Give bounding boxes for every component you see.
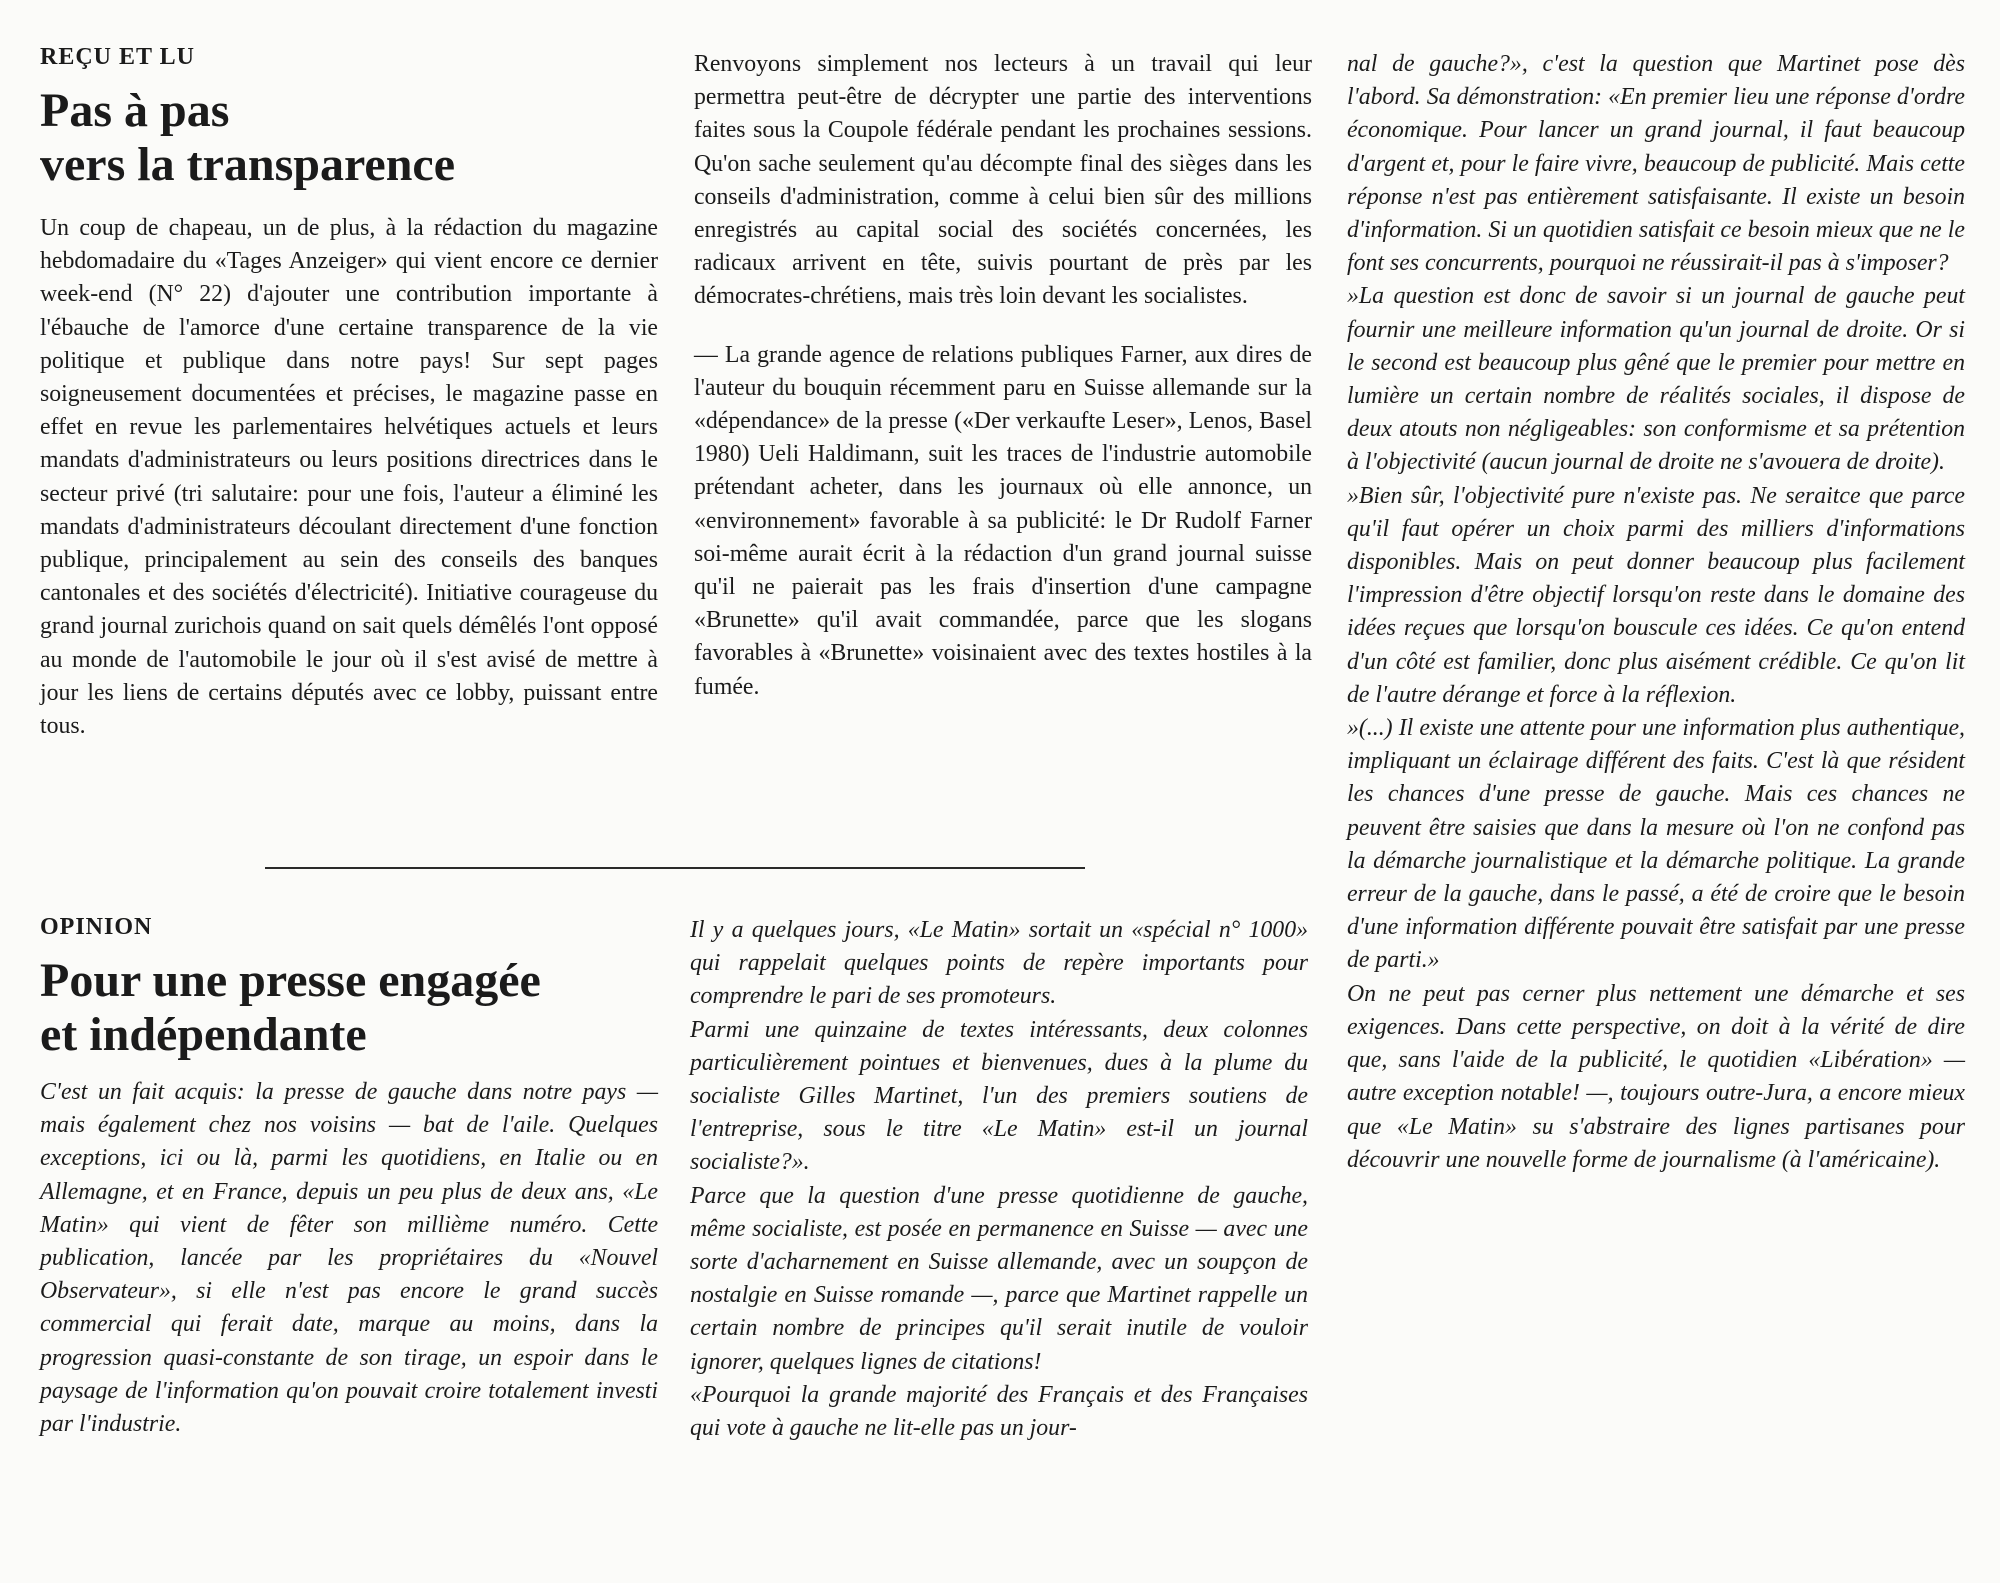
article1-paragraph: — La grande agence de relations publiques Farner, aux dires de l'auteur du bouquin récemment paru en Suisse allemande sur la «dépendance» de la presse («Der verkaufte Leser», Lenos, Basel 1980) Ueli Haldimann, suit les traces de l'industrie automobile prétendant acheter, dans les journaux où elle annonce, un «environnement» favorable à sa publicité: le Dr Rudolf Farner soi-même aurait écrit à la rédaction d'un grand journal suisse qu'il ne paierait pas les frais d'insertion d'une campagne «Brunette» qu'il avait commandée, parce que les slogans favorables à «Brunette» voisinaient avec des textes hostiles à la fumée. bbox=[694, 341, 1312, 700]
article2-paragraph: Parmi une quinzaine de textes intéressants, deux colonnes particulièrement pointues et bienvenues, dues à la plume du socialiste Gilles Martinet, l'un des premiers soutiens de l'entreprise, sous le titre «Le Matin» est-il un journal socialiste?». bbox=[690, 1016, 1308, 1176]
article2-headline bbox=[40, 954, 541, 1062]
article2-paragraph: »(...) Il existe une attente pour une information plus authentique, impliquant un éclairage différent des faits. C'est là que résident les chances d'une presse de gauche. Mais ces chances ne peuvent être saisies que dans la mesure où l'on ne confond pas la démarche journalistique et la démarche politique. La grande erreur de la gauche, dans le passé, a été de croire que le besoin d'une information différente pouvait être satisfait par une presse de parti.» bbox=[1347, 715, 1965, 974]
article1-column-1 bbox=[40, 212, 658, 743]
article1-paragraph: Renvoyons simplement nos lecteurs à un travail qui leur permettra peut-être de décrypter une partie des interventions faites sous la Coupole fédérale pendant les prochaines sessions. Qu'on sache seulement qu'au décompte final des sièges dans les conseils d'administration, comme à celui bien sûr des millions enregistrés au capital social des sociétés concernées, les radicaux arrivent en tête, suivis pourtant de près par les démocrates-chrétiens, mais très loin devant les socialistes. bbox=[694, 51, 1312, 310]
section-divider bbox=[265, 867, 1085, 869]
article1-headline-line2: vers la transparence bbox=[40, 138, 456, 191]
article2-column-2 bbox=[690, 914, 1308, 1445]
article1-headline bbox=[40, 84, 455, 192]
article2-paragraph: C'est un fait acquis: la presse de gauche dans notre pays — mais également chez nos voisins — bat de l'aile. Quelques exceptions, ici ou là, parmi les quotidiens, en Italie ou en Allemagne, et en France, depuis un peu plus de deux ans, «Le Matin» qui vient de fêter son millième numéro. Cette publication, lancée par les propriétaires du «Nouvel Observateur», si elle n'est pas encore le grand succès commercial qui ferait date, marque au moins, dans la progression quasi-constante de son tirage, un espoir dans le paysage de l'information qu'on pouvait croire totalement investi par l'industrie. bbox=[40, 1079, 658, 1438]
article1-headline-line1: Pas à pas bbox=[40, 84, 230, 137]
article2-paragraph: Il y a quelques jours, «Le Matin» sortait un «spécial n° 1000» qui rappelait quelques points de repère importants pour comprendre le pari de ses promoteurs. bbox=[690, 917, 1308, 1010]
article2-paragraph: Parce que la question d'une presse quotidienne de gauche, même socialiste, est posée en permanence en Suisse — avec une sorte d'acharnement en Suisse allemande, avec un soupçon de nostalgie en Suisse romande —, parce que Martinet rappelle un certain nombre de principes qu'il serait inutile de vouloir ignorer, quelques lignes de citations! bbox=[690, 1182, 1308, 1375]
section-kicker-recu-et-lu: REÇU ET LU bbox=[40, 44, 195, 70]
article2-paragraph: nal de gauche?», c'est la question que Martinet pose dès l'abord. Sa démonstration: «En premier lieu une réponse d'ordre économique. Pour lancer un grand journal, il faut beaucoup d'argent et, pour le faire vivre, beaucoup de publicité. Mais cette réponse n'est pas entièrement satisfaisante. Il existe un besoin d'information. Si un quotidien satisfait ce besoin mieux que ne le font ses concurrents, pourquoi ne réussirait-il pas à s'imposer? bbox=[1347, 51, 1965, 277]
article2-paragraph: »Bien sûr, l'objectivité pure n'existe pas. Ne seraitce que parce qu'il faut opérer un choix parmi des milliers d'informations disponibles. Mais on peut donner beaucoup plus facilement l'impression d'être objectif lorsqu'on reste dans le domaine des idées reçues que lorsqu'on bouscule ces idées. Ce qu'on entend d'un côté est familier, donc plus aisément crédible. Ce qu'on lit de l'autre dérange et force à la réflexion. bbox=[1347, 482, 1965, 708]
article2-headline-line2: et indépendante bbox=[40, 1008, 367, 1061]
article1-paragraph: Un coup de chapeau, un de plus, à la rédaction du magazine hebdomadaire du «Tages Anzeiger» qui vient encore ce dernier week-end (N° 22) d'ajouter une contribution importante à l'ébauche de l'amorce d'une certaine transparence de la vie politique et publique dans notre pays! Sur sept pages soigneusement documentées et précises, le magazine passe en effet en revue les parlementaires helvétiques actuels et leurs mandats d'administrateurs ou leurs positions directrices dans le secteur privé (tri salutaire: pour une fois, l'auteur a éliminé les mandats d'administrateurs découlant directement d'une fonction publique, principalement au sein des conseils des banques cantonales et des sociétés d'électricité). Initiative courageuse du grand journal zurichois quand on sait quels démêlés l'ont opposé au monde de l'automobile le jour où il s'est avisé de mettre à jour les liens de certains députés avec ce lobby, puissant entre tous. bbox=[40, 215, 658, 740]
article2-paragraph: On ne peut pas cerner plus nettement une démarche et ses exigences. Dans cette perspective, on doit à la vérité de dire que, sans l'aide de la publicité, le quotidien «Libération» — autre exception notable! —, toujours outre-Jura, a encore mieux que «Le Matin» su s'abstraire des lignes partisanes pour découvrir une nouvelle forme de journalisme (à l'américaine). bbox=[1347, 980, 1965, 1173]
article2-column-1 bbox=[40, 1076, 658, 1441]
section-kicker-opinion: OPINION bbox=[40, 914, 153, 940]
article2-headline-line1: Pour une presse engagée bbox=[40, 954, 541, 1007]
article1-column-2 bbox=[694, 48, 1312, 704]
article2-paragraph: «Pourquoi la grande majorité des Français et des Françaises qui vote à gauche ne lit-elle pas un jour- bbox=[690, 1381, 1308, 1442]
article2-paragraph: »La question est donc de savoir si un journal de gauche peut fournir une meilleure information qu'un journal de droite. Or si le second est beaucoup plus gêné que le premier pour mettre en lumière un certain nombre de réalités sociales, il dispose de deux atouts non négligeables: son conformisme et sa prétention à l'objectivité (aucun journal de droite ne s'avouera de droite). bbox=[1347, 283, 1965, 476]
article2-column-3 bbox=[1347, 48, 1965, 1177]
